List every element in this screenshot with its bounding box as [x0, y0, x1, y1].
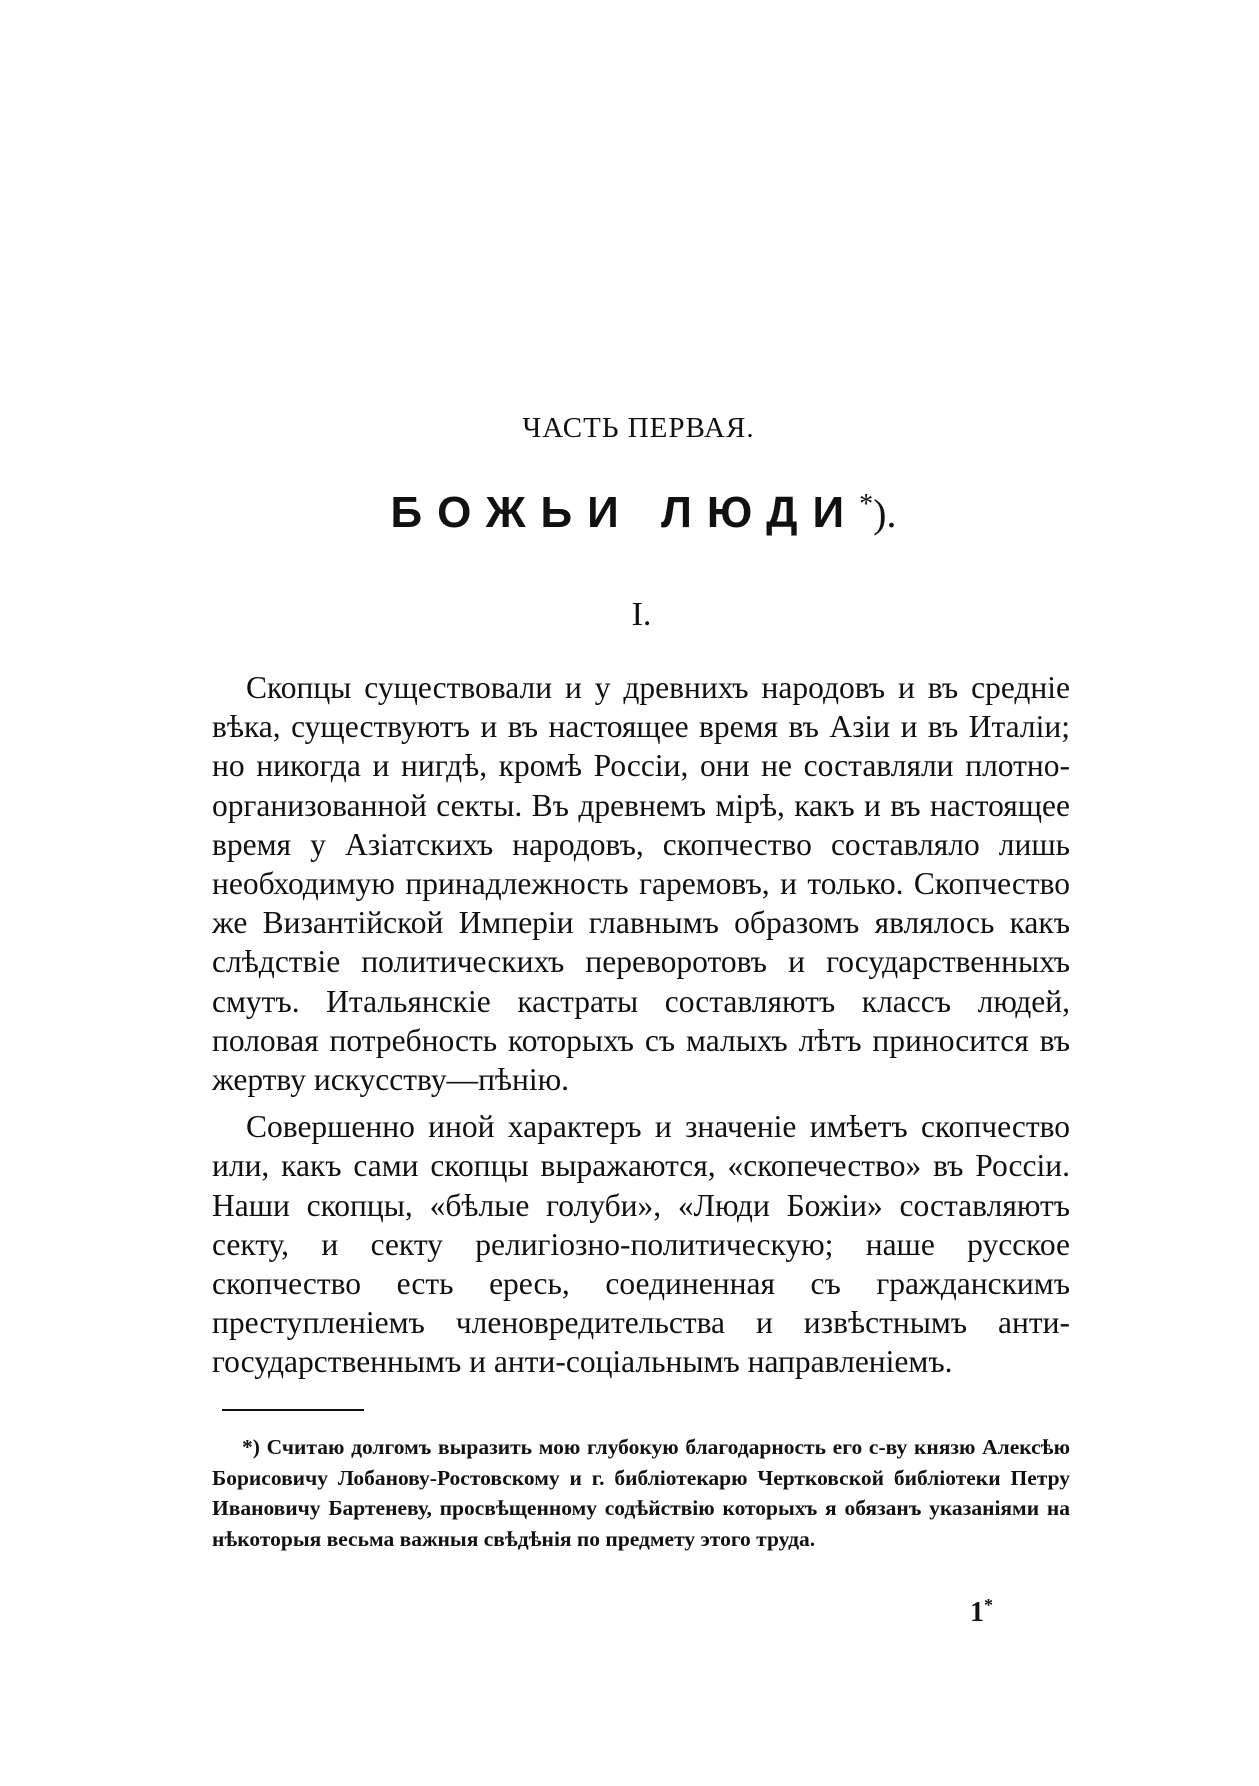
main-title-footnote-ref — [859, 491, 896, 536]
body-text — [212, 668, 1070, 1390]
footnote-divider — [222, 1409, 364, 1411]
printer-signature-mark — [970, 1595, 993, 1629]
paragraph: Скопцы существовали и у древнихъ народовъ и въ средніе вѣка, существуютъ и въ настоящее время въ Азіи и въ Италіи; но никогда и нигдѣ, кромѣ Россіи, они не составляли плотно-организованной секты. Въ древнемъ мірѣ, какъ и въ настоящее время у Азіатскихъ народовъ, скопчество составляло лишь необходимую принадлежность гаремовъ, и только. Скопчество же Византійской Имперіи главнымъ образомъ являлось какъ слѣдствіе политическихъ переворотовъ и государственныхъ смутъ. Итальянскіе кастраты составляютъ классъ людей, половая потребность которыхъ съ малыхъ лѣтъ приносится въ жертву искусству—пѣнію. — [212, 670, 1070, 1098]
part-title: ЧАСТЬ ПЕРВАЯ. — [522, 412, 755, 444]
footnote: *) Считаю долгомъ выразить мою глубокую благодарность его с-ву князю Алексѣю Борисовичу Лобанову-Ростовскому и г. библіотекарю Чертковской библіотеки Петру Ивановичу Бартеневу, просвѣщенному содѣйствію которыхъ я обязанъ указаніями на нѣкоторыя весьма важныя свѣдѣнія по предмету этого труда. — [212, 1435, 1070, 1551]
signature-number: 1 — [970, 1597, 984, 1628]
paragraph: Совершенно иной характеръ и значеніе имѣетъ скопчество или, какъ сами скопцы выражаются, «скопечество» въ Россіи. Наши скопцы, «бѣлые голуби», «Люди Божіи» составляютъ секту, и секту религіозно-политическую; наше русское скопчество есть ересь, соединенная съ гражданскимъ преступленіемъ членовредительства и извѣстнымъ анти-государственнымъ и анти-соціальнымъ направленіемъ. — [212, 1109, 1070, 1380]
chapter-number: I. — [631, 596, 652, 633]
footnote-ref-suffix: ). — [873, 491, 897, 536]
main-title — [0, 488, 1259, 538]
signature-star: * — [984, 1595, 993, 1615]
main-title-text: БОЖЬИ ЛЮДИ — [390, 488, 860, 537]
footnote-marker: * — [859, 489, 874, 520]
